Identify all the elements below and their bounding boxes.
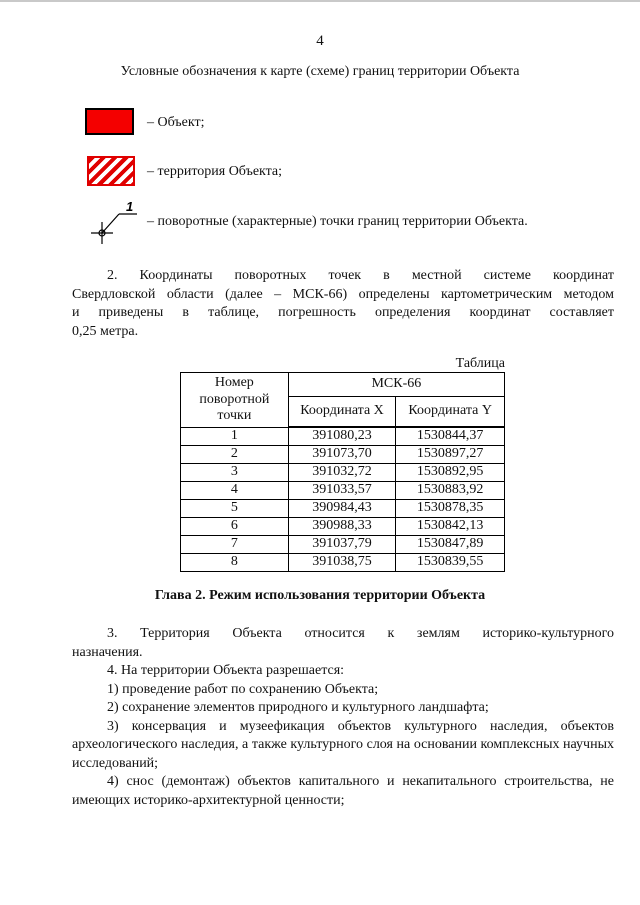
- table-body: [181, 427, 505, 571]
- table-row: [181, 427, 505, 445]
- table-caption: Таблица: [455, 356, 505, 371]
- cell-point-number: 1: [181, 427, 289, 445]
- page-number: 4: [316, 33, 324, 49]
- header-msk66: МСК-66: [288, 373, 504, 397]
- legend-item-turning-points: [85, 198, 615, 246]
- cell-coord-x: 391080,23: [288, 427, 396, 445]
- legend-item-label: – территория Объекта;: [147, 164, 283, 179]
- header-coord-y: Координата Y: [396, 397, 505, 427]
- cell-coord-y: 1530839,55: [396, 553, 505, 571]
- cell-coord-y: 1530878,35: [396, 499, 505, 517]
- cell-coord-x: 391037,79: [288, 535, 396, 553]
- clause-4: 4. На территории Объекта разрешается:: [107, 663, 345, 678]
- list-item: 1) проведение работ по сохранению Объекта;: [107, 681, 379, 697]
- scan-edge: [0, 0, 640, 2]
- red-filled-rectangle-icon: [85, 108, 134, 135]
- cell-coord-x: 391038,75: [288, 553, 396, 571]
- cell-coord-x: 391032,72: [288, 463, 396, 481]
- cell-coord-x: 391073,70: [288, 445, 396, 463]
- cell-coord-y: 1530847,89: [396, 535, 505, 553]
- table-row: [181, 517, 505, 535]
- cell-point-number: 2: [181, 445, 289, 463]
- paragraph-line: Свердловской области (далее – МСК-66) определены картометрическим методом: [72, 286, 614, 302]
- cell-point-number: 7: [181, 535, 289, 553]
- cell-point-number: 6: [181, 517, 289, 535]
- cell-coord-y: 1530892,95: [396, 463, 505, 481]
- cell-coord-y: 1530883,92: [396, 481, 505, 499]
- list-item: 3) консервация и музеефикация объектов культурного наследия, объектов археологического наследия, а также культурного слоя на основании комплексных научных исследований;: [72, 718, 614, 771]
- cell-point-number: 5: [181, 499, 289, 517]
- list-item: 2) сохранение элементов природного и культурного ландшафта;: [107, 700, 489, 715]
- cell-coord-x: 390988,33: [288, 517, 396, 535]
- paragraph-line: и приведены в таблице, погрешность определения координат составляет: [72, 305, 614, 320]
- coordinates-table: [180, 372, 505, 572]
- chapter-title: Глава 2. Режим использования территории Объекта: [154, 588, 486, 603]
- table-row: [181, 535, 505, 553]
- cell-coord-y: 1530842,13: [396, 517, 505, 535]
- cell-coord-x: 390984,43: [288, 499, 396, 517]
- clause-3-line: назначения.: [72, 644, 143, 660]
- clause-3-line: 3. Территория Объекта относится к землям историко-культурного: [107, 626, 614, 641]
- paragraph-line: 2. Координаты поворотных точек в местной системе координат: [107, 268, 614, 283]
- table-row: [181, 553, 505, 571]
- legend-item-object: [85, 108, 585, 138]
- turning-point-marker-icon: [85, 198, 140, 246]
- red-hatched-rectangle-icon: [87, 156, 135, 186]
- header-point-number: Номер поворотной точки: [181, 373, 289, 428]
- header-coord-x: Координата X: [288, 397, 396, 427]
- cell-point-number: 4: [181, 481, 289, 499]
- cell-point-number: 3: [181, 463, 289, 481]
- cell-coord-y: 1530844,37: [396, 427, 505, 445]
- table-row: [181, 481, 505, 499]
- list-item: 4) снос (демонтаж) объектов капитального и некапитального строительства, не имеющих историко-архитектурной ценности;: [72, 774, 614, 808]
- legend-title: Условные обозначения к карте (схеме) границ территории Объекта: [120, 64, 520, 79]
- legend-item-label: – поворотные (характерные) точки границ территории Объекта.: [147, 214, 528, 229]
- legend-item-territory: [85, 156, 585, 186]
- table-row: [181, 445, 505, 463]
- chapter-clauses: [72, 625, 614, 810]
- cell-coord-x: 391033,57: [288, 481, 396, 499]
- cell-coord-y: 1530897,27: [396, 445, 505, 463]
- table-row: [181, 499, 505, 517]
- marker-label: 1: [126, 199, 134, 214]
- cell-point-number: 8: [181, 553, 289, 571]
- paragraph-coordinates: [72, 267, 614, 341]
- table-row: [181, 463, 505, 481]
- paragraph-line: 0,25 метра.: [72, 323, 139, 339]
- legend-item-label: – Объект;: [147, 115, 205, 130]
